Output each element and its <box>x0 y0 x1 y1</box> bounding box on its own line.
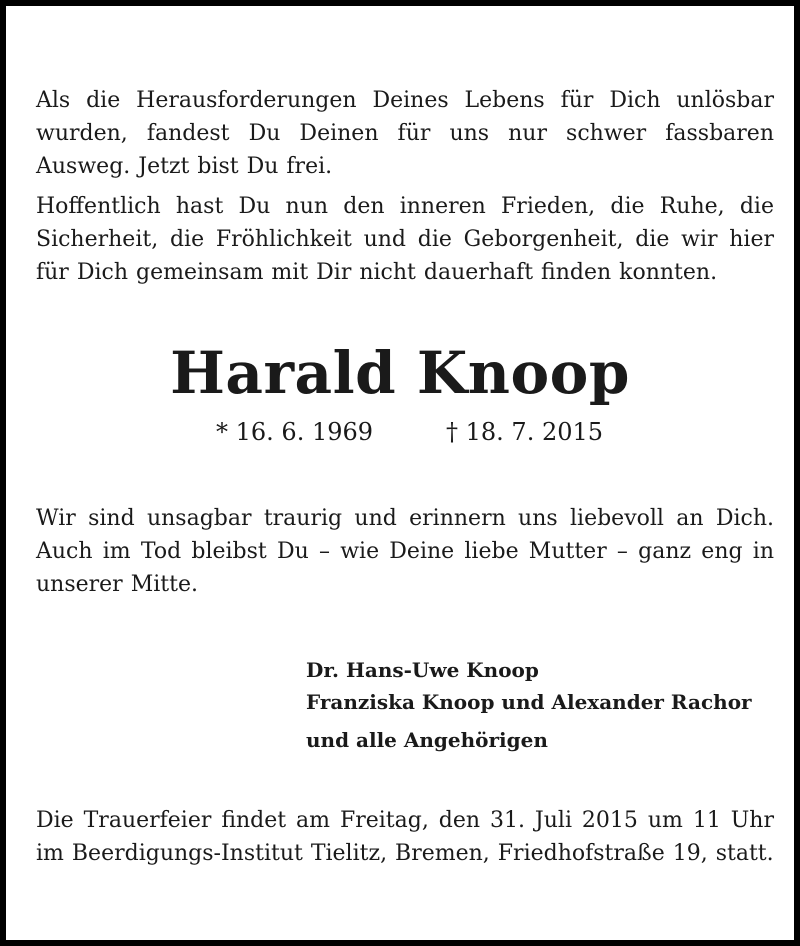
family-member: Franziska Knoop und Alexander Rachor <box>306 690 752 714</box>
remembrance-paragraph: Wir sind unsagbar traurig und erinnern uns liebevoll an Dich. Auch im Tod bleibst Du – wie Deine liebe Mutter – ganz eng in unserer Mitte. <box>36 506 774 597</box>
deceased-name: Harald Knoop <box>170 339 630 407</box>
intro-paragraph-1: Als die Herausforderungen Deines Lebens für Dich unlösbar wurden, fandest Du Deinen für uns nur schwer fassbaren Ausweg. Jetzt bist Du frei. <box>36 88 774 179</box>
funeral-service-info: Die Trauerfeier findet am Freitag, den 31. Juli 2015 um 11 Uhr im Beerdigungs-Institut Tielitz, Bremen, Friedhofstraße 19, statt. <box>36 808 774 866</box>
birth-date: * 16. 6. 1969 <box>216 418 374 446</box>
family-signatures <box>306 654 752 756</box>
family-member: Dr. Hans-Uwe Knoop <box>306 658 539 682</box>
death-date: † 18. 7. 2015 <box>446 418 604 446</box>
family-member: und alle Angehörigen <box>306 728 548 752</box>
intro-paragraph-2: Hoffentlich hast Du nun den inneren Frieden, die Ruhe, die Sicherheit, die Fröhlichkeit und die Geborgenheit, die wir hier für Dich gemeinsam mit Dir nicht dauerhaft finden konnten. <box>36 194 774 285</box>
